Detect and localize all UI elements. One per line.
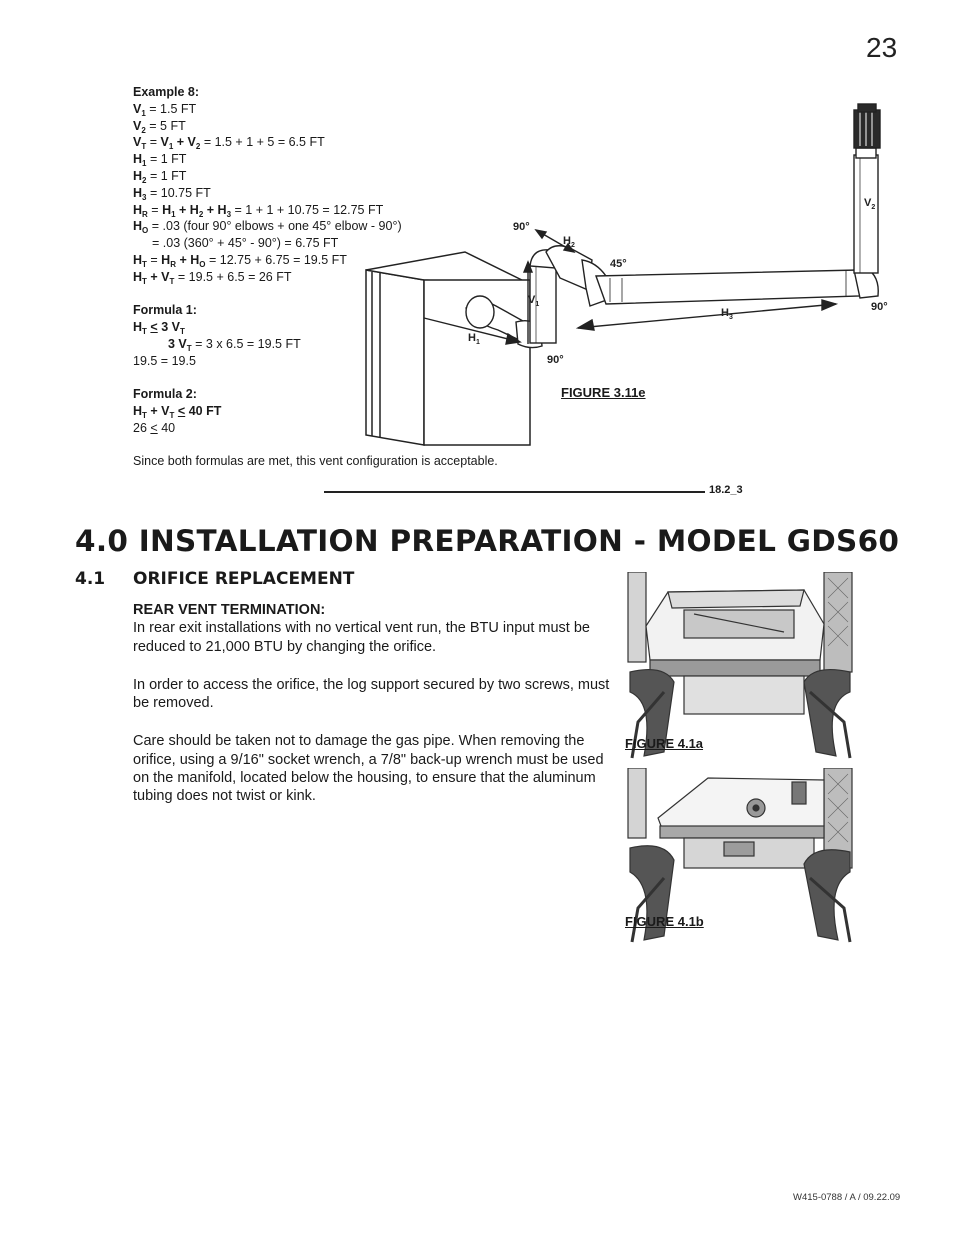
- formula1-calc: = 3 x 6.5 = 19.5 FT: [195, 336, 301, 351]
- label-h1: $H_1$: [468, 332, 480, 346]
- reference-divider: [324, 491, 705, 493]
- rear-vent-title: REAR VENT TERMINATION:: [133, 602, 326, 618]
- paragraph-wrench: Care should be taken not to damage the gas pipe. When removing the orifice, using a 9/16" socket wrench, a 7/8" back-up wrench must be used on the manifold, located below the housing, to ensure that the aluminum tubing does not twist or kink.: [133, 733, 604, 805]
- h2-value: = 1 FT: [149, 168, 187, 183]
- label-90-right: 90°: [871, 301, 888, 313]
- ht-vt-value: = 19.5 + 6.5 = 26 FT: [177, 269, 292, 284]
- ho-value: = .03 (four 90° elbows + one 45° elbow - 90°): [151, 219, 402, 234]
- ho-continued: = .03 (360° + 45° - 90°) = 6.75 FT: [152, 236, 339, 251]
- section-title: 4.0 INSTALLATION PREPARATION - MODEL GDS60: [75, 524, 900, 558]
- vt-value: = 1.5 + 1 + 5 = 6.5 FT: [203, 135, 325, 150]
- label-v2: $V_2$: [864, 197, 876, 211]
- label-h2: $H_2$: [563, 235, 575, 249]
- v2-value: = 5 FT: [149, 118, 186, 133]
- orifice-replacement-body: [133, 601, 613, 826]
- appliance-box: [366, 252, 530, 445]
- label-v1: $V_1$: [528, 294, 540, 308]
- label-h3: $H_3$: [721, 307, 733, 321]
- formula1-title: Formula 1:: [133, 303, 197, 318]
- figure-4-1a-image: [624, 572, 856, 760]
- figure-3-11e-caption: FIGURE 3.11e: [561, 385, 646, 400]
- figure-4-1a-caption: FIGURE 4.1a: [625, 736, 704, 751]
- reference-code: 18.2_3: [709, 484, 743, 496]
- h3-value: = 10.75 FT: [149, 185, 211, 200]
- label-90-bottom: 90°: [547, 354, 564, 366]
- conclusion-text: Since both formulas are met, this vent configuration is acceptable.: [133, 454, 498, 468]
- subsection-title: ORIFICE REPLACEMENT: [133, 569, 355, 589]
- label-45: 45°: [610, 258, 627, 270]
- ht-value: = 12.75 + 6.75 = 19.5 FT: [208, 252, 347, 267]
- formula2-limit: 40 FT: [188, 404, 222, 419]
- paragraph-log-support: In order to access the orifice, the log support secured by two screws, must be removed.: [133, 676, 610, 712]
- subsection-number: 4.1: [75, 569, 106, 589]
- v1-value: = 1.5 FT: [149, 101, 197, 116]
- example-title: Example 8:: [133, 85, 200, 99]
- label-90-top: 90°: [513, 221, 530, 233]
- document-footer: W415-0788 / A / 09.22.09: [793, 1192, 901, 1203]
- hr-value: = 1 + 1 + 10.75 = 12.75 FT: [234, 202, 384, 217]
- page-number: 23: [866, 32, 898, 63]
- formula2-result-left: 26: [133, 420, 147, 435]
- h1-value: = 1 FT: [149, 152, 187, 167]
- paragraph-btu: In rear exit installations with no vertical vent run, the BTU input must be reduced to 21,000 BTU by changing the orifice.: [133, 620, 590, 655]
- vent-calculation-example: Example 8: $V_1 = 1.5$ FT $V_2 = 5$ FT $V_T = V_1 + V_2 = 1.5 + 1 + 5 = 6.5$ FT $H_1 = 1$ FT $H_2 = 1$ FT $H_3 = 10.75$ FT $H_R = H_1 + H_2 + H_3 = 1 + 1 + 10.75 = 12.75$ FT $H_O = .03$ (four 90° elbows + one 45° elbow - 90°) = .03 (360° + 45° - 90°) = 6.75 FT $H_T = H_R + H_O = 12.75 + 6.75 = 19.5$ FT $H_T + V_T = 19.5 + 6.5 = 26$ FT Formula 1: $H_T < 3$ $V_T$ 3 $V_T = 3$ x 6.5 = 19.5 FT 19.5 = 19.5 Formula 2: $H_T + V_T < 40$ FT 26 < 40: [133, 85, 402, 435]
- formula2-result-right: 40: [161, 420, 176, 435]
- formula1-result: 19.5 = 19.5: [133, 353, 196, 368]
- formula2-title: Formula 2:: [133, 387, 197, 402]
- figure-4-1b-caption: FIGURE 4.1b: [625, 914, 704, 929]
